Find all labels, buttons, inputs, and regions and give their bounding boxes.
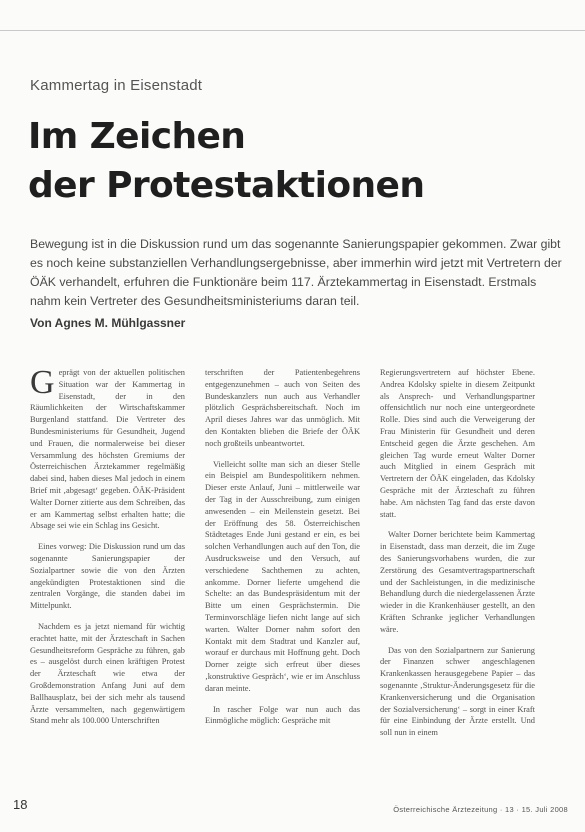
col2-paragraph-1: terschriften der Patientenbegehrens entgegenzunehmen – auch von Seiten des Bundeskanzlers nun auch aus Verhandler plötzlich Gesprächsbereitschaft. Noch im April dieses Jahres war das unmöglich. Mit den Kontakten blieben die Briefe der ÖÄK noch großteils unbeantwortet.: [205, 368, 360, 448]
headline-line-1: Im Zeichen: [28, 116, 246, 157]
kicker: Kammertag in Eisenstadt: [30, 77, 203, 94]
col3-paragraph-2: Walter Dorner berichtete beim Kammertag in Eisenstadt, dass man derzeit, die im Zuge des Sanierungsvorhabens wurden, die zur Zerstörung des Gesamtvertragspartnerschaft und der Sachleistungen, in die medizinische Behandlung durch die niedergelassenen Ärzte wieder in die Krankenhäuser gestellt, an den Kräften Schranke jeglicher Verhandlungen wäre.: [380, 530, 535, 634]
page-number: 18: [13, 797, 28, 812]
article-column-1: [30, 367, 185, 782]
col1-paragraph-2: Eines vorweg: Die Diskussion rund um das sogenannte Sanierungspapier der Sozialpartner sowie die von den Ärzten angekündigten Protestaktionen sind die zentralen Vorgänge, die standen dabei im Mittelpunkt.: [30, 542, 185, 611]
byline: Von Agnes M. Mühlgassner: [30, 316, 186, 330]
col2-paragraph-2: Vielleicht sollte man sich an dieser Stelle ein Beispiel am Bundespolitikern nehmen. Dieser erste Anlauf, Juni – mittlerweile war der Tag in der Ausschreibung, zum einigen anwesenden – ein Meilenstein gesetzt. Bei der Eröffnung des 58. Österreichischen Städtetages Ende Juni gestand er ein, es bei solchen Verhandlungen auch auf den Ton, die Ausdrucksweise und den Versuch, auf verschiedene Sachthemen zu achten, ankomme. Dorner lieferte umgehend die Schelte: an das Bundespräsidentum mit der Bitte um einen Gesprächstermin. Die Terminvorschläge liefen nicht lange auf sich warten. Walter Dorner nahm sofort den Kontakt mit dem Stadtrat und Kanzler auf, worauf er durchaus mit Hoffnung geht. Doch Dorner zeigte sich erfreut über dieses ‚konstruktive Gespräch‘, wie er im Anschluss daran meinte.: [205, 459, 360, 693]
article-column-2: [205, 367, 360, 782]
headline-line-2: der Protestaktionen: [28, 165, 425, 206]
headline: [28, 112, 568, 210]
col3-paragraph-1: Regierungsvertretern auf höchster Ebene. Andrea Kdolsky spielte in diesem Zeitpunkt als Ansprech- und Verhandlungspartner offensichtlich nur noch eine untergeordnete Rolle. Dies sind auch die Verweigerung der Frau Ministerin für Gesundheit und deren Entscheid gegen die Ärzte geschehen. Am gleichen Tag wurde erneut Walter Dorner auch Mitglied in einem Gespräch mit Vertretern der ÖÄK eingeladen, das Kdolsky Gespräche mit der Ärzteschaft zu führen habe. Am nächsten Tag fand das erste davon statt.: [380, 368, 535, 519]
top-rule: [0, 30, 585, 31]
lead-paragraph: Bewegung ist in die Diskussion rund um das sogenannte Sanierungspapier gekommen. Zwar gibt es noch keine substanziellen Verhandlungsergebnisse, aber immerhin wird jetzt mit Vertretern der ÖÄK verhandelt, erfuhren die Funktionäre beim 117. Ärztekammertag in Eisenstadt. Erstmals nahm kein Vertreter des Gesundheitsministeriums daran teil.: [30, 237, 562, 308]
col1-paragraph-1: [30, 367, 185, 532]
col1-paragraph-1-text: eprägt von der aktuellen politischen Situation war der Kammertag in Eisenstadt, der in den Räumlichkeiten der Wirtschaftskammer Burgenland stattfand. Die Vertreter des Bundesministeriums für Gesundheit, Jugend und Frauen, die normalerweise bei dieser Versammlung des höchsten Gremiums der Österreichischen Ärztekammer regelmäßig dabei sind, haben dieses Mal jedoch in einem Brief mit ‚abgesagt‘ gegeben. ÖÄK-Präsident Walter Dorner zitierte aus dem Schreiben, das er am Kammertag selbst erhalten hatte; die Absage sei wie ein Schlag ins Gesicht.: [30, 368, 185, 531]
col1-paragraph-3: Nachdem es ja jetzt niemand für wichtig erachtet hatte, mit der Ärzteschaft in Sachen Gesundheitsreform Gespräche zu führen, gab es – ausgelöst durch einen kräftigen Protest der Ärzteschaft wie etwa der Großdemonstration Anfang Juni auf dem Ballhausplatz, bei der sich mehr als tausend Ärzte versammelten, nach gegenwärtigem Stand mehr als 100.000 Unterschriften: [30, 621, 185, 726]
drop-cap: G: [30, 367, 55, 401]
col3-paragraph-3: Das von den Sozialpartnern zur Sanierung der Finanzen schwer angeschlagenen Krankenkassen herausgegebene Papier – das sogenannte ‚Struktur-Änderungsgesetz für die Krankenversicherung und die Organisation der Sozialversicherung‘ – sorgt in einer Kraft für eine Einbindung der Ärzte erstellt. Und soll nun in einem: [380, 645, 535, 738]
col2-paragraph-3: In rascher Folge war nun auch das Einmögliche möglich: Gespräche mit: [205, 704, 360, 726]
article-column-3: [380, 367, 535, 782]
footer-publication: Österreichische Ärztezeitung · 13 · 15. Juli 2008: [393, 805, 568, 814]
